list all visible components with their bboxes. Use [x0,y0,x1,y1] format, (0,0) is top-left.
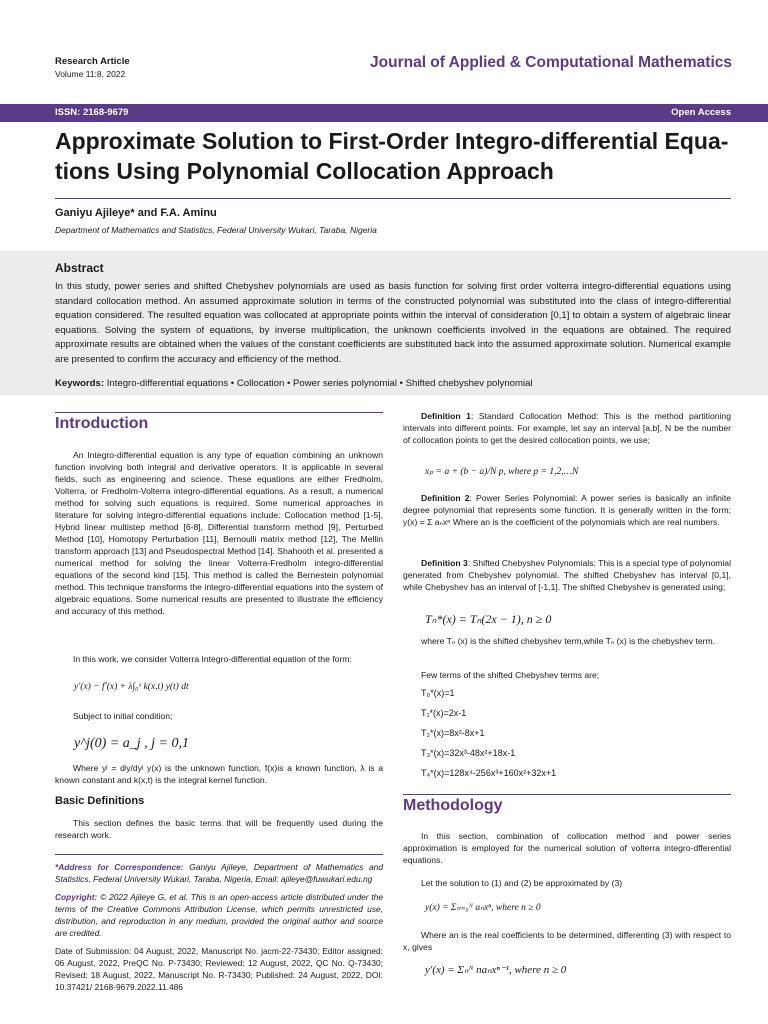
definition-2 [403,492,731,528]
title-line-2: tions Using Polynomial Collocation Approach [55,158,554,184]
definition-1 [403,410,731,446]
abstract-text: In this study, power series and shifted Chebyshev polynomials are used as basis function for solving first order volterra integro-differential equations using standard collocation method. An assumed approximate solution in terms of the constructed polynomial was substituted into the class of integro-differential equation considered. The resulted equation was collocated at appropriate points within the interval of consideration [0,1] to obtain a system of algebraic linear equations. Solving the system of equations, by inverse multiplication, the unknown coefficients involved in the equations are obtained. The required approximate results are obtained when the values of the constant coefficients are substituted back into the assumed approximate solution. Numerical example are presented to confirm the accuracy and efficiency of the method. [55,281,731,365]
correspondence-text: Ganiyu Ajileye, Department of Mathematics and Statistics, Federal University Wukari, Taraba, Nigeria, Email: ajileye@fuwukari.edu.ng [55,862,383,884]
methodology-paragraph-1: In this section, combination of collocation method and power series approximation is employed for the numerical solution of volterra integro-dfferential equations. [403,831,731,865]
chebyshev-where: where Tₙ (x) is the shifted chebyshev term,while Tₙ (x) is the chebyshev term. [421,636,716,646]
shifted-chebyshev-equation: Tₙ*(x) = Tₙ(2x − 1), n ≥ 0 [425,612,552,626]
chebyshev-term: T₃*(x)=32x³-48x²+18x-1 [421,748,516,758]
chebyshev-term: T₁*(x)=2x-1 [421,708,467,718]
equation-2: y^j(0) = a_j , j = 0,1 [74,736,190,751]
intro-heading: Introduction [55,415,149,432]
intro-divider [55,412,383,413]
open-access-label[interactable]: Open Access [671,107,731,118]
title-divider [55,198,731,199]
volume-label: Volume 11:8, 2022 [55,69,126,79]
chebyshev-terms [421,683,556,783]
copyright-note [55,891,383,939]
article-type: Research Article [55,56,130,67]
abstract-heading: Abstract [55,261,104,275]
keywords-list: Integro-differential equations • Collocation • Power series polynomial • Shifted chebyshev polynomial [106,378,533,389]
title-line-1: Approximate Solution to First-Order Integro-differential Equa- [55,128,729,154]
equation-1: y′(x) − f′(x) + λ∫₀ˣ k(x,t) y(t) dt [74,682,189,692]
methodology-divider [403,794,731,795]
copyright-text: © 2022 Ajileye G, et al. This is an open-access article distributed under the terms of the Creative Commons Attribution License, which permits unrestricted use, distribution, and reproduction in any medium, provided the original author and source are credited. [55,892,383,938]
definition-3 [403,557,731,593]
definition-1-text: : Standard Collocation Method: This is the method partitioning intervals into different points. For example, let say an interval [a,b], N be the number of collocation points to get the desired collocation points, we use; [403,411,731,445]
definition-1-label: Definition 1 [421,411,471,421]
issn-label: ISSN: 2168-9679 [55,107,129,118]
keywords [55,378,533,389]
definition-2-text: : Power Series Polynomial: A power series is basically an infinite degree polynomial that represents some function. It is generally written in the form; y(x) = Σ aₙxⁿ Where an is the coefficient of the polynomials which are real numbers. [403,493,731,527]
chebyshev-term: T₀*(x)=1 [421,688,455,698]
paper-title [55,126,735,186]
collocation-equation: xₚ = a + (b − a)/N p, where p = 1,2,…N [425,467,579,477]
intro-paragraph-3: Subject to initial condition; [73,711,173,721]
power-series-equation: y(x) = Σₙ₌₀ᴺ aₙxⁿ, where n ≥ 0 [425,903,541,913]
correspondence-label: *Address for Correspondence: [55,862,184,872]
intro-paragraph-4: Where yʲ = dʲy/dyʲ y(x) is the unknown function, f(x)is a known function, λ is a known constant and k(x,t) is the integral kernel function. [55,763,383,785]
few-terms-text: Few terms of the shifted Chebyshev terms are; [421,670,600,680]
methodology-paragraph-3: Where an is the real coefficients to be determined, differenting (3) with respect to x, gives [403,930,731,952]
intro-paragraph-1: An Integro-differential equation is any type of equation combining an unknown function involving both integral and derivative operators. It is applicable in several fields, such as engineering and science. These equations are either Fredholm, Volterra, or Fredholm-Volterra integro-differential equations. As a result, a numerical method for solving such equations is required. Some numerical approaches in literature for solving integro-differential equations include: Collocation method [1-5], Hybrid linear multistep method [6-8], Differential transform method [9], Perturbed Method [10], Homotopy Perturbation [11], Bernoulli matrix method [12], The Mellin transform approach [13] and Pseudospectral Method [14]. Shahooth et al. presented a numerical method for solving the linear Volterra-Fredholm integro-differential equations of the second kind [15]. This method is called the Bernestein polynomial method. This technique transforms the integro-differential equations into the system of algebraic equations. Some numerical results are presented to illustrate the efficiency and accuracy of this method. [55,450,383,616]
methodology-paragraph-2: Let the solution to (1) and (2) be approximated by (3) [421,878,623,888]
copyright-label: Copyright: [55,892,98,902]
definition-2-label: Definition 2 [421,493,470,503]
basic-definitions-text: This section defines the basic terms that will be frequently used during the research work. [55,818,383,840]
intro-paragraph-2: In this work, we consider Volterra Integro-differential equation of the form: [73,654,352,664]
footnote-divider [55,854,383,855]
correspondence-note [55,861,383,885]
chebyshev-term: T₂*(x)=8x²-8x+1 [421,728,485,738]
affiliation: Department of Mathematics and Statistics, Federal University Wukari, Taraba, Nigeria [55,225,377,235]
derivative-equation: y′(x) = Σₙᴺ naₙxⁿ⁻¹, where n ≥ 0 [425,964,567,976]
journal-title[interactable]: Journal of Applied & Computational Mathematics [370,54,732,71]
methodology-heading: Methodology [403,797,503,814]
submission-dates: Date of Submission: 04 August, 2022, Manuscript No. jacm-22-73430; Editor assigned: 06 August, 2022, PreQC No. P-73430; Reviewed: 12 August, 2022, QC No. Q-73430; Revised: 18 August, 2022, Manuscript No. R-73430; Published: 24 August, 2022, DOI: 10.37421/ 2168-9679.2022.11.486 [55,946,383,992]
authors: Ganiyu Ajileye* and F.A. Aminu [55,207,217,219]
basic-definitions-heading: Basic Definitions [55,795,145,807]
keywords-label: Keywords: [55,378,105,389]
definition-3-text: : Shifted Chebyshev Polynomials: This is a special type of polynomial generated from Chebyshev polynomial. The shifted Chebyshev has interval [0,1], while Chebyshev has an interval of [-1,1]. The shifted Chebyshev is generated using; [403,558,731,592]
issn-bar [0,104,768,122]
chebyshev-term: T₄*(x)=128x⁴-256x³+160x²+32x+1 [421,768,557,778]
definition-3-label: Definition 3 [421,558,468,568]
